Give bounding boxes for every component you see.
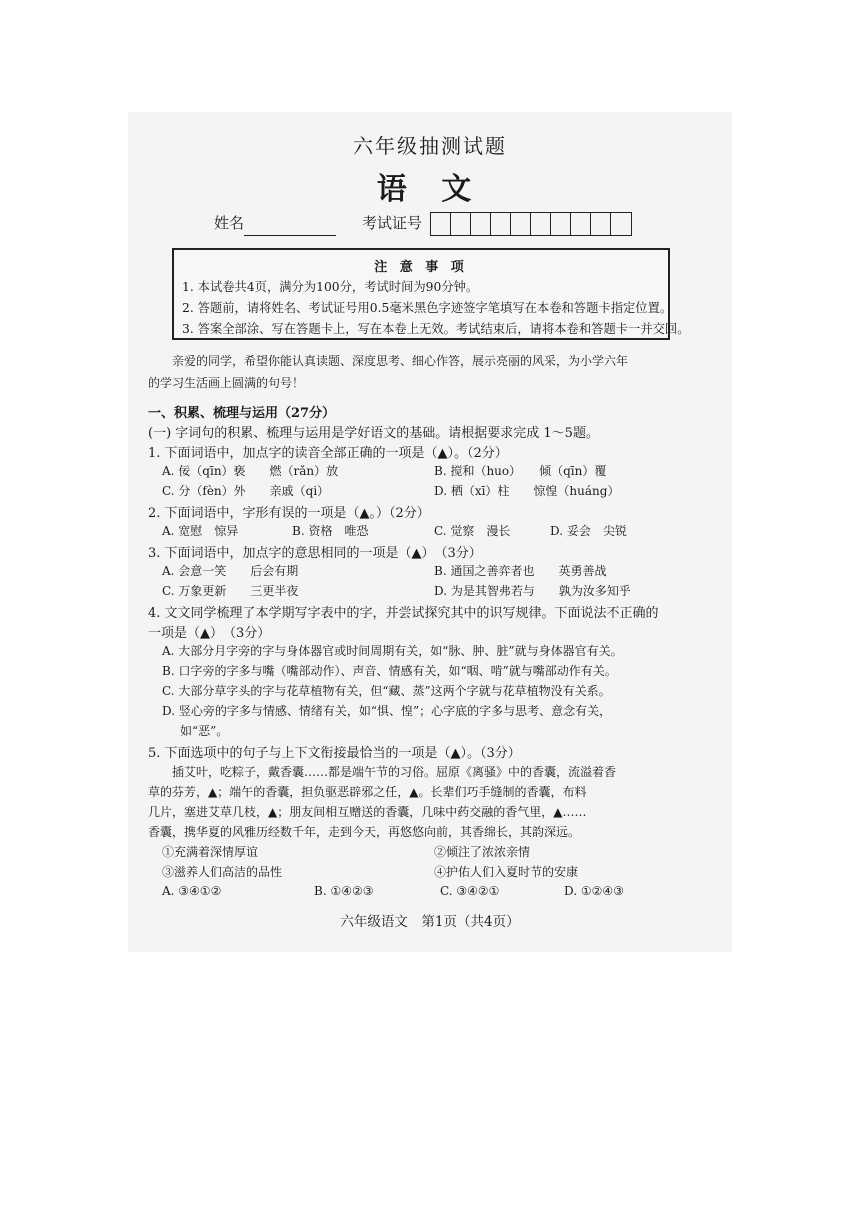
q5-option-c: C. ③④②① <box>440 884 500 898</box>
notice-item: 1. 本试卷共4页，满分为100分，考试时间为90分钟。 <box>182 280 479 294</box>
question-5-stem: 5. 下面选项中的句子与上下文衔接最恰当的一项是（▲）。（3分） <box>148 746 521 761</box>
q5-choice-2: ②倾注了浓浓亲情 <box>434 845 531 859</box>
q5-option-d: D. ①②④③ <box>564 884 624 898</box>
q2-option-a: A. 宽慰 惊异 <box>162 524 239 538</box>
q1-option-c: C. 分（fèn）外 亲戚（qi） <box>162 484 330 498</box>
name-blank <box>244 221 336 236</box>
q5-choice-1: ①充满着深情厚谊 <box>162 845 259 859</box>
q2-option-c: C. 觉察 漫长 <box>434 524 511 538</box>
intro-line-1: 亲爱的同学，希望你能认真读题、深度思考、细心作答，展示亮丽的风采，为小学六年 <box>172 354 629 368</box>
notice-title: 注 意 事 项 <box>374 260 468 275</box>
q5-passage-line-4: 香囊，携华夏的风雅历经数千年，走到今天，再悠悠向前，其香绵长，其韵深远。 <box>148 825 581 839</box>
q5-choice-4: ④护佑人们入夏时节的安康 <box>434 865 579 879</box>
q2-option-d: D. 妥会 尖锐 <box>550 524 627 538</box>
question-4-stem-line-2: 一项是（▲） （3分） <box>148 626 271 641</box>
exam-id-boxes <box>430 212 632 236</box>
intro-line-2: 的学习生活画上圆满的句号！ <box>148 376 305 390</box>
notice-item: 2. 答题前，请将姓名、考试证号用0.5毫米黑色字迹签字笔填写在本卷和答题卡指定位置。 <box>182 301 673 315</box>
q5-option-b: B. ①④②③ <box>314 884 374 898</box>
q4-option-a: A. 大部分月字旁的字与身体器官或时间周期有关，如“脉、肿、脏”就与身体器官有关。 <box>162 644 623 658</box>
section-subheading: (一) 字词句的积累、梳理与运用是学好语文的基础。请根据要求完成 1～5题。 <box>148 426 599 441</box>
page-footer: 六年级语文 第1页（共4页） <box>340 914 520 930</box>
exam-id-label: 考试证号 <box>362 214 423 232</box>
exam-page <box>128 112 732 952</box>
exam-subtitle: 六年级抽测试题 <box>353 134 507 158</box>
exam-title: 语 文 <box>376 172 484 207</box>
q4-option-d-line-1: D. 竖心旁的字多与情感、情绪有关，如“惧、惶”；心字底的字多与思考、意念有关， <box>162 704 612 718</box>
q1-option-d: D. 栖（xī）柱 惊惶（huáng） <box>434 484 620 498</box>
q2-option-b: B. 资格 唯恐 <box>292 524 369 538</box>
question-1-stem: 1. 下面词语中，加点字的读音全部正确的一项是（▲）。（2分） <box>148 446 508 461</box>
q5-option-a: A. ③④①② <box>162 884 222 898</box>
q4-option-b: B. 口字旁的字多与嘴（嘴部动作）、声音、情感有关，如“咽、啃”就与嘴部动作有关。 <box>162 664 617 678</box>
q3-option-a: A. 会意一笑 后会有期 <box>162 564 299 578</box>
q5-passage-line-1: 插艾叶，吃粽子，戴香囊……都是端午节的习俗。屈原《离骚》中的香囊，流溢着香 <box>172 765 617 779</box>
section-heading: 一、积累、梳理与运用（27分） <box>148 406 336 421</box>
q5-passage-line-3: 几片，塞进艾草几枝，▲；朋友间相互赠送的香囊，几味中药交融的香气里，▲…… <box>148 805 587 819</box>
question-3-stem: 3. 下面词语中，加点字的意思相同的一项是（▲） （3分） <box>148 546 482 561</box>
q5-passage-line-2: 草的芬芳，▲；端午的香囊，担负驱恶辟邪之任，▲。长辈们巧手缝制的香囊，布料 <box>148 785 587 799</box>
q3-option-d: D. 为是其智弗若与 孰为汝多知乎 <box>434 584 631 598</box>
student-info-line <box>214 212 632 236</box>
question-4-stem-line-1: 4. 文文同学梳理了本学期写字表中的字，并尝试探究其中的识写规律。下面说法不正确的 <box>148 606 659 621</box>
q4-option-d-line-2: 如“恶”。 <box>180 724 229 738</box>
q4-option-c: C. 大部分草字头的字与花草植物有关，但“藏、蒸”这两个字就与花草植物没有关系。 <box>162 684 611 698</box>
notice-item: 3. 答案全部涂、写在答题卡上，写在本卷上无效。考试结束后，请将本卷和答题卡一并交回。 <box>182 322 690 336</box>
question-2-stem: 2. 下面词语中，字形有误的一项是（▲。）（2分） <box>148 506 430 521</box>
q1-option-a: A. 佞（qīn）亵 燃（rǎn）放 <box>162 464 339 478</box>
q1-option-b: B. 搅和（huo） 倾（qīn）覆 <box>434 464 607 478</box>
name-label: 姓名 <box>214 214 245 232</box>
notice-box <box>172 248 690 340</box>
q3-option-c: C. 万象更新 三更半夜 <box>162 584 299 598</box>
q3-option-b: B. 通国之善弈者也 英勇善战 <box>434 564 607 578</box>
q5-choice-3: ③滋养人们高洁的品性 <box>162 865 283 879</box>
